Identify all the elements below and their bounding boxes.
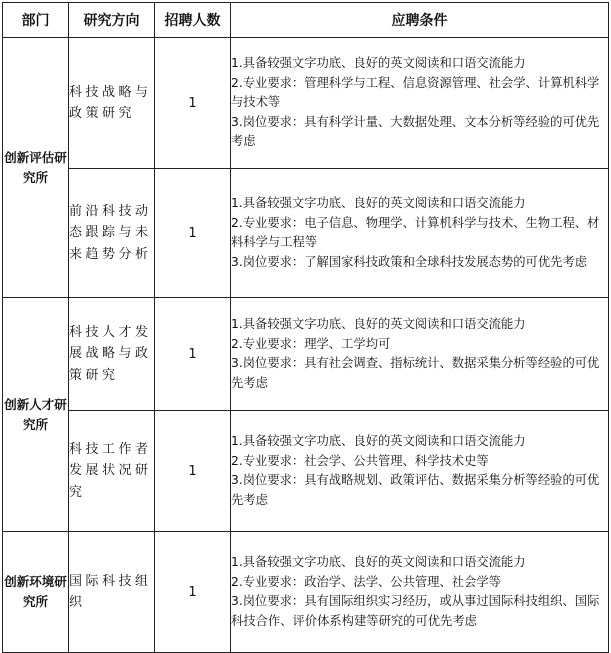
requirement-line: 3.岗位要求：具有战略规划、政策评估、数据采集分析等经验的可优先考虑 [231,473,600,507]
table-row [3,532,609,653]
count-cell: 1 [155,38,231,169]
requirement-line: 1.具备较强文字功底、良好的英文阅读和口语交流能力 [231,434,526,448]
requirements-cell [231,532,609,653]
dept-innovation-environment: 创新环境研究所 [3,532,69,653]
header-row [3,3,609,38]
table-row [3,38,609,169]
requirements-cell [231,169,609,298]
requirement-line: 2.专业要求：社会学、公共管理、科学技术史等 [231,453,489,468]
table-row [3,411,609,532]
direction-cell: 科技人才发展战略与政策研究 [69,298,155,411]
requirements-cell [231,411,609,532]
requirement-line: 3.岗位要求：具有科学计量、大数据处理、文本分析等经验的可优先考虑 [231,114,600,149]
dept-innovation-evaluation: 创新评估研究所 [3,38,69,298]
requirement-line: 2.专业要求：管理科学与工程、信息资源管理、社会学、计算机科学与技术等 [231,75,600,110]
requirement-line: 2.专业要求：电子信息、物理学、计算机科学与技术、生物工程、材料科学与工程等 [231,215,600,249]
requirement-line: 1.具备较强文字功底、良好的英文阅读和口语交流能力 [231,317,526,331]
requirement-line: 1.具备较强文字功底、良好的英文阅读和口语交流能力 [231,196,526,210]
requirement-line: 1.具备较强文字功底、良好的英文阅读和口语交流能力 [231,56,526,71]
requirement-line: 2.专业要求：政治学、法学、公共管理、社会学等 [231,574,501,589]
requirement-line: 3.岗位要求：了解国家科技政策和全球科技发展态势的可优先考虑 [231,254,588,269]
direction-cell: 国际科技组织 [69,532,155,653]
requirement-line: 3.岗位要求：具有国际组织实习经历，或从事过国际科技组织、国际科技合作、评价体系构建等研究的可优先考虑 [231,594,600,628]
requirement-line: 3.岗位要求：具有社会调查、指标统计、数据采集分析等经验的可优先考虑 [231,356,600,390]
table-row [3,298,609,411]
dept-innovation-talent: 创新人才研究所 [3,298,69,532]
header-direction: 研究方向 [69,3,155,38]
recruitment-table [2,2,609,653]
header-dept: 部门 [3,3,69,38]
count-cell: 1 [155,532,231,653]
count-cell: 1 [155,298,231,411]
header-requirements: 应聘条件 [231,3,609,38]
requirements-cell [231,298,609,411]
requirement-line: 2.专业要求：理学、工学均可 [231,336,391,351]
table-row [3,169,609,298]
direction-cell: 科技战略与政策研究 [69,38,155,169]
requirements-cell [231,38,609,169]
requirement-line: 1.具备较强文字功底、良好的英文阅读和口语交流能力 [231,555,526,569]
count-cell: 1 [155,411,231,532]
header-count: 招聘人数 [155,3,231,38]
count-cell: 1 [155,169,231,298]
direction-cell: 前沿科技动态跟踪与未来趋势分析 [69,169,155,298]
direction-cell: 科技工作者发展状况研究 [69,411,155,532]
